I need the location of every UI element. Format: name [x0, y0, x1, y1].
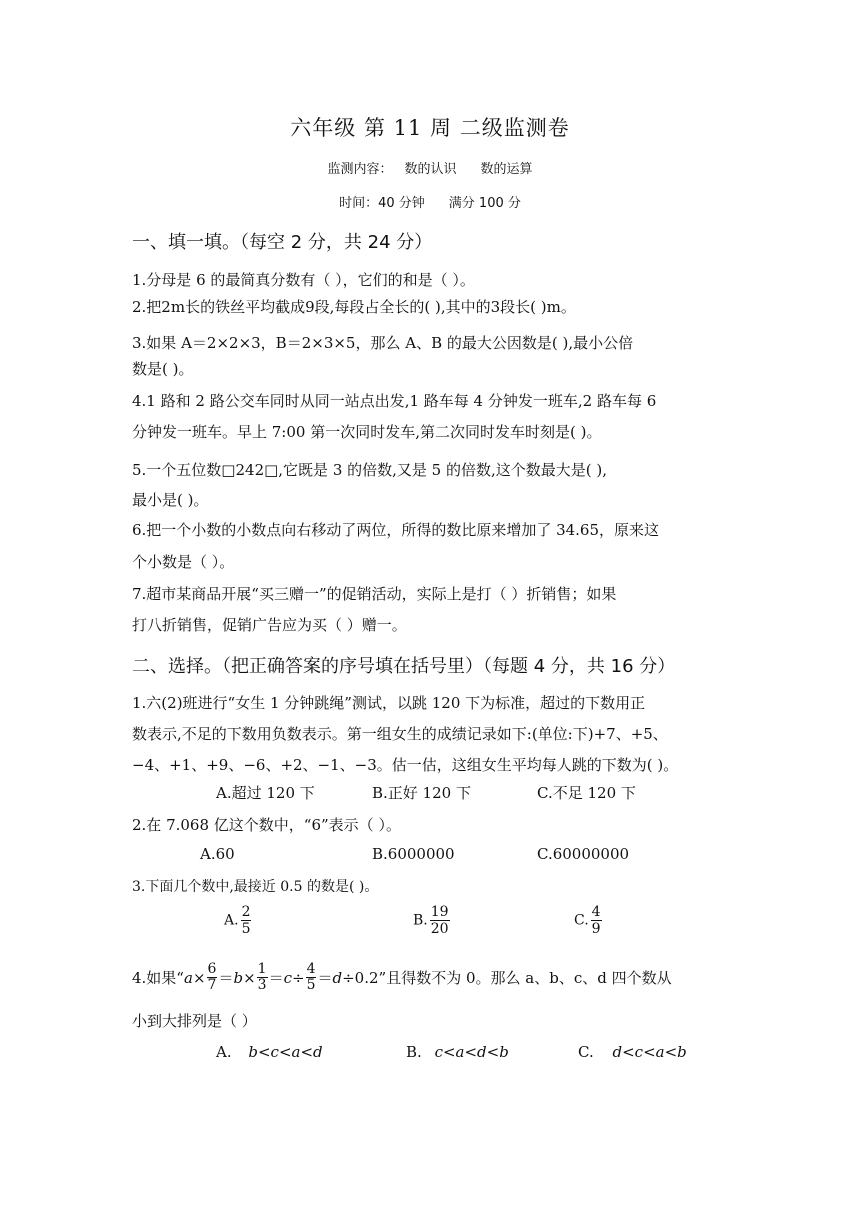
q4-var-a: a [183, 968, 193, 987]
q4-eq-3: ＝ [317, 969, 333, 988]
q4-eq-1: ＝ [218, 969, 234, 988]
q4-var-d: d [332, 968, 343, 987]
q3-option-a-denominator: 5 [241, 921, 251, 938]
q4-suffix: ”且得数不为 0。那么 a、b、c、d 四个数从 [378, 969, 672, 988]
q3-option-a-label: A. [224, 912, 239, 929]
q4-option-a-expr: b<c<a<d [248, 1043, 323, 1061]
q4-option-b-label: B. [406, 1043, 422, 1061]
score-text: 满分 100 分 [448, 196, 521, 211]
q2-line: 2.在 7.068 亿这个数中，“6”表示（ ）。 [132, 816, 401, 834]
q4-option-a-label: A. [216, 1043, 232, 1061]
q4-times-2: × [243, 968, 256, 987]
q4-option-c-expr: d<c<a<b [612, 1043, 687, 1061]
s1-line-9: 6.把一个小数的小数点向右移动了两位，所得的数比原来增加了 34.65，原来这 [132, 521, 660, 539]
q4-f2-numerator: 1 [257, 961, 267, 977]
q3-option-a [224, 904, 251, 937]
q4-times-1: × [192, 968, 206, 987]
q4-prefix: 4.如果“ [132, 969, 184, 988]
q4-div: ÷ [291, 968, 305, 987]
s1-line-12: 打八折销售，促销广告应为买（ ）赠一。 [132, 616, 407, 634]
s1-line-1: 1.分母是 6 的最简真分数有（ ），它们的和是（ ）。 [132, 271, 475, 289]
q3-option-b-fraction [430, 904, 450, 937]
q4-f2-denominator: 3 [257, 977, 267, 994]
s1-line-8: 最小是( )。 [132, 491, 209, 509]
s1-line-7: 5.一个五位数□242□,它既是 3 的倍数,又是 5 的倍数,这个数最大是( ), [132, 461, 607, 479]
q4-var-c: c [283, 968, 292, 987]
q3-option-c-label: C. [574, 912, 589, 929]
section-2-heading: 二、选择。（把正确答案的序号填在括号里）（每题 4 分，共 16 分） [132, 656, 676, 677]
s1-line-5: 4.1 路和 2 路公交车同时从同一站点出发,1 路车每 4 分钟发一班车,2 路车每 6 [132, 392, 657, 410]
q4-var-b: b [233, 968, 244, 987]
q4-f3-denominator: 5 [306, 977, 316, 994]
content-item-1: 数的认识 [404, 162, 457, 177]
q4-option-c [578, 1043, 687, 1061]
q3-line: 3.下面几个数中,最接近 0.5 的数是( )。 [132, 879, 379, 895]
content-label: 监测内容： [327, 162, 393, 177]
q4-option-b-expr: c<a<d<b [434, 1043, 509, 1061]
q3-option-c-numerator: 4 [591, 904, 601, 920]
q1-option-b: B.正好 120 下 [372, 784, 471, 802]
q4-fraction-1 [207, 962, 218, 994]
q2-option-b: B.6000000 [372, 845, 455, 863]
s1-line-6: 分钟发一班车。早上 7:00 第一次同时发车,第二次同时发车时刻是( )。 [132, 423, 602, 441]
q4-option-c-label: C. [578, 1043, 594, 1061]
q3-option-c-fraction [591, 904, 602, 937]
s1-line-11: 7.超市某商品开展“买三赠一”的促销活动，实际上是打（ ）折销售；如果 [132, 585, 617, 603]
q1-line-2: 数表示,不足的下数用负数表示。第一组女生的成绩记录如下:(单位:下)+7、+5、 [132, 725, 668, 743]
q3-option-a-fraction [241, 904, 252, 937]
q4-option-b [406, 1043, 509, 1061]
section-1-heading: 一、填一填。（每空 2 分，共 24 分） [132, 232, 433, 253]
q4-tail: ÷0.2 [342, 968, 379, 987]
q1-option-a: A.超过 120 下 [216, 784, 315, 802]
time-text: 时间：40 分钟 [339, 196, 425, 211]
q4-eq-2: ＝ [268, 969, 284, 988]
time-score-line [0, 192, 860, 211]
q4-fraction-3 [306, 962, 317, 994]
q3-option-a-numerator: 2 [241, 904, 251, 920]
q3-option-b-label: B. [413, 912, 428, 929]
s1-line-4: 数是( )。 [132, 360, 194, 378]
q4-option-a [216, 1043, 323, 1061]
q2-option-a: A.60 [200, 845, 235, 863]
q1-line-1: 1.六(2)班进行“女生 1 分钟跳绳”测试，以跳 120 下为标准，超过的下数用正 [132, 694, 646, 712]
page-title: 六年级 第 11 周 二级监测卷 [290, 116, 570, 140]
s1-line-3: 3.如果 A＝2×2×3，B＝2×3×5，那么 A、B 的最大公因数是( ),最小公倍 [132, 334, 634, 352]
q3-option-c [574, 904, 602, 937]
q2-option-c: C.60000000 [537, 845, 630, 863]
s1-line-2: 2.把2m长的铁丝平均截成9段,每段占全长的( ),其中的3段长( )m。 [132, 298, 576, 316]
q4-line-2: 小到大排列是（ ） [132, 1012, 257, 1030]
content-item-2: 数的运算 [480, 162, 533, 177]
q4-f3-numerator: 4 [306, 961, 316, 977]
content-line [0, 158, 860, 177]
q4-fraction-2 [257, 962, 268, 994]
q3-option-b-denominator: 20 [430, 921, 449, 938]
q4-f1-denominator: 7 [207, 977, 217, 994]
q3-option-b-numerator: 19 [430, 904, 449, 920]
q3-option-c-denominator: 9 [591, 921, 601, 938]
q4-line-1 [132, 962, 672, 994]
q4-f1-numerator: 6 [207, 961, 217, 977]
q1-option-c: C.不足 120 下 [537, 784, 636, 802]
s1-line-10: 个小数是（ ）。 [132, 553, 235, 571]
q3-option-b [413, 904, 450, 937]
q1-line-3: −4、+1、+9、−6、+2、−1、−3。估一估，这组女生平均每人跳的下数为( )。 [132, 756, 679, 774]
